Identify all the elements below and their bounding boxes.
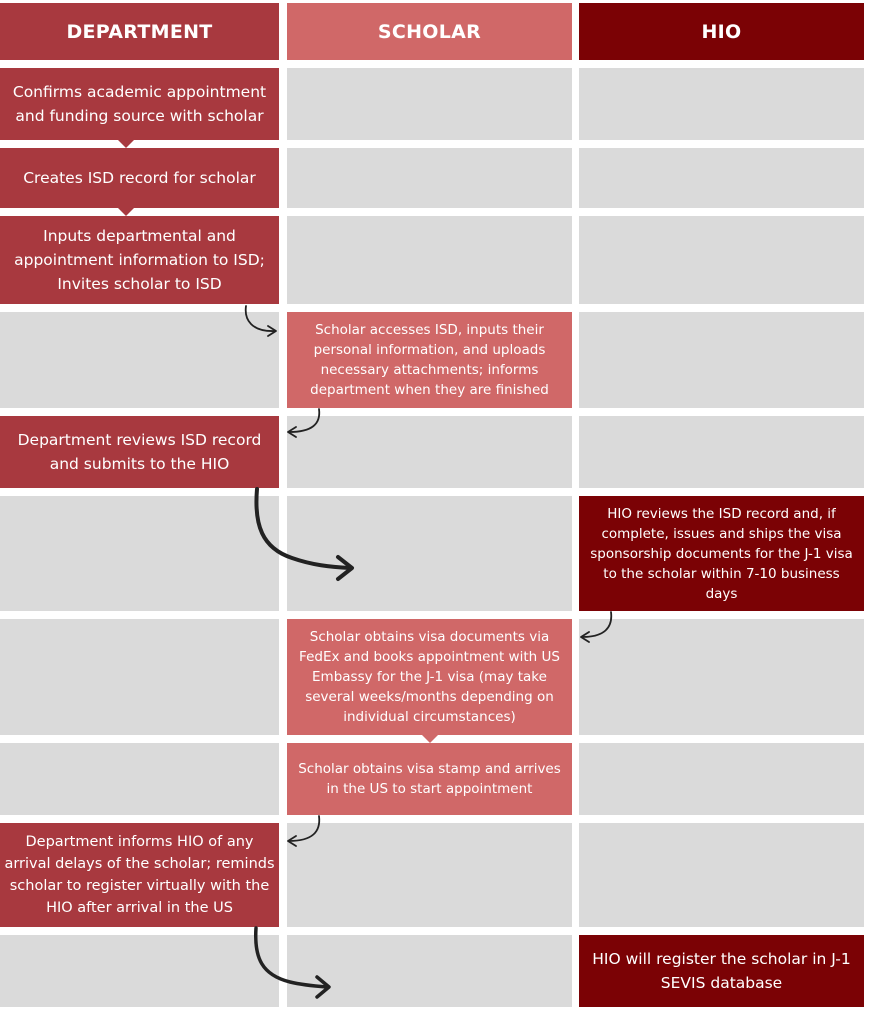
step-scholar-obtains-documents: Scholar obtains visa documents via FedEx and books appointment with US Embassy for the J-1 visa (may take several weeks/months depending on individual circumstances) <box>287 619 572 735</box>
step-hio-reviews: HIO reviews the ISD record and, if complete, issues and ships the visa sponsorship documents for the J-1 visa to the scholar within 7-10 business days <box>579 496 864 611</box>
step-department-reviews: Department reviews ISD record and submits to the HIO <box>0 416 279 488</box>
header-hio: HIO <box>579 3 864 60</box>
step-inputs-information: Inputs departmental and appointment information to ISD; Invites scholar to ISD <box>0 216 279 304</box>
arrow-to-hio-review <box>256 489 350 568</box>
step-hio-registers-scholar: HIO will register the scholar in J-1 SEVIS database <box>579 935 864 1007</box>
header-scholar: SCHOLAR <box>287 3 572 60</box>
step-confirm-appointment: Confirms academic appointment and funding source with scholar <box>0 68 279 140</box>
step-department-informs-hio: Department informs HIO of any arrival delays of the scholar; reminds scholar to register virtually with the HIO after arrival in the US <box>0 823 279 927</box>
step-scholar-arrives: Scholar obtains visa stamp and arrives in the US to start appointment <box>287 743 572 815</box>
header-department: DEPARTMENT <box>0 3 279 60</box>
step-scholar-accesses-isd: Scholar accesses ISD, inputs their personal information, and uploads necessary attachments; informs department when they are finished <box>287 312 572 408</box>
step-create-isd-record: Creates ISD record for scholar <box>0 148 279 208</box>
